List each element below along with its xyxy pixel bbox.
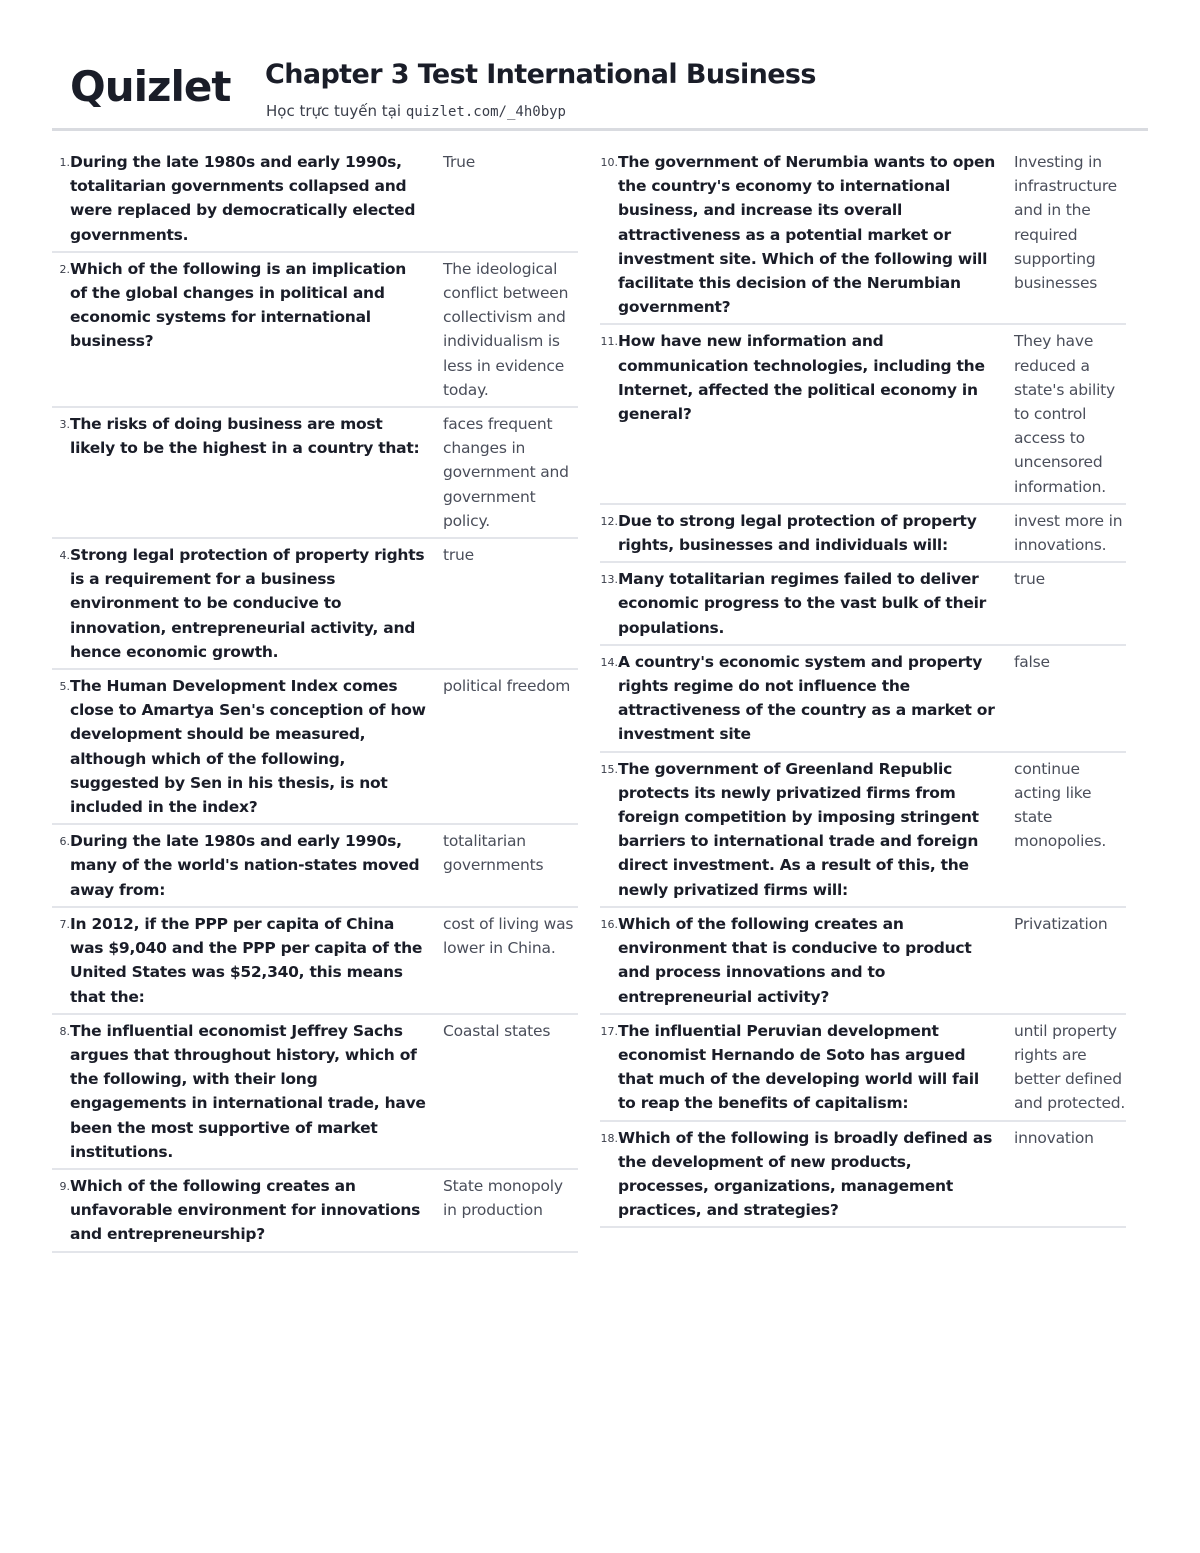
card-term: A country's economic system and property rights regime do not influence the attractiveness of the country as a market or investment site xyxy=(618,652,995,744)
card-definition: political freedom xyxy=(443,677,571,696)
card-definition: innovation xyxy=(1014,1128,1094,1147)
flashcard-row xyxy=(600,1122,1126,1229)
flashcard-row xyxy=(600,325,1126,504)
header-divider xyxy=(52,128,1148,131)
card-term: Which of the following creates an environment that is conducive to product and process innovations and to entrepreneurial activity? xyxy=(618,914,972,1006)
card-number: 16. xyxy=(600,917,618,931)
cards-column-left xyxy=(52,146,578,1253)
flashcard-row xyxy=(600,646,1126,753)
card-term: Which of the following creates an unfavorable environment for innovations and entrepreneurship? xyxy=(70,1176,421,1244)
study-url-link[interactable]: quizlet.com/_4h0byp xyxy=(405,104,566,120)
card-definition: totalitarian governments xyxy=(443,832,544,875)
card-definition: continue acting like state monopolies. xyxy=(1014,759,1107,851)
card-definition: They have reduced a state's ability to control access to uncensored information. xyxy=(1014,332,1116,496)
card-number: 10. xyxy=(600,156,618,169)
flashcard-row xyxy=(600,563,1126,646)
flashcard-row xyxy=(52,825,578,908)
flashcard-row xyxy=(52,146,578,253)
card-term: The government of Nerumbia wants to open the country's economy to international business, and increase its overall attractiveness as a potential market or investment site. Which of the following will facilitate this decision of the Nerumbian government? xyxy=(618,153,996,317)
card-number: 6. xyxy=(59,835,70,849)
card-definition: invest more in innovations. xyxy=(1014,511,1123,555)
page-title: Chapter 3 Test International Business xyxy=(265,59,816,90)
flashcard-row xyxy=(600,1015,1126,1122)
card-definition: cost of living was lower in China. xyxy=(443,914,574,958)
card-definition: Privatization xyxy=(1014,914,1108,933)
flashcard-row xyxy=(52,253,578,408)
card-number: 17. xyxy=(600,1024,618,1038)
card-definition: true xyxy=(1014,570,1046,589)
quizlet-logo: Quizlet xyxy=(70,62,231,111)
flashcard-row xyxy=(52,408,578,539)
page-header xyxy=(52,58,1148,130)
card-term: During the late 1980s and early 1990s, totalitarian governments collapsed and were replaced by democratically elected governments. xyxy=(70,153,416,244)
card-definition: faces frequent changes in government and government policy. xyxy=(443,415,569,530)
card-term: Which of the following is an implication of the global changes in political and economic systems for international business? xyxy=(70,259,407,351)
flashcard-row xyxy=(600,908,1126,1015)
card-definition: true xyxy=(443,546,475,565)
card-number: 2. xyxy=(59,262,70,276)
card-term: Which of the following is broadly defined as the development of new products, processes, organizations, management practices, and strategies? xyxy=(618,1128,993,1220)
card-definition: Investing in infrastructure and in the required supporting businesses xyxy=(1014,153,1117,293)
card-number: 4. xyxy=(59,549,70,563)
card-number: 18. xyxy=(600,1131,618,1145)
card-definition: Coastal states xyxy=(443,1021,551,1040)
flashcard-row xyxy=(52,908,578,1015)
card-definition: until property rights are better defined and protected. xyxy=(1014,1021,1126,1113)
card-number: 7. xyxy=(59,917,70,931)
card-term: Due to strong legal protection of property rights, businesses and individuals will: xyxy=(618,511,977,555)
card-number: 5. xyxy=(59,680,70,694)
card-number: 12. xyxy=(600,514,618,528)
card-number: 9. xyxy=(59,1179,70,1193)
study-link-line xyxy=(266,102,566,120)
card-term: The risks of doing business are most likely to be the highest in a country that: xyxy=(70,415,420,458)
card-term: Many totalitarian regimes failed to deliver economic progress to the vast bulk of their populations. xyxy=(618,570,987,637)
card-number: 3. xyxy=(59,418,70,432)
card-definition: State monopoly in production xyxy=(443,1176,563,1220)
card-number: 14. xyxy=(600,655,618,669)
study-prefix: Học trực tuyến tại xyxy=(266,102,402,120)
card-term: The government of Greenland Republic protects its newly privatized firms from foreign competition by imposing stringent barriers to international trade and foreign direct investment. As a result of this, the newly privatized firms will: xyxy=(618,759,979,899)
card-term: The influential economist Jeffrey Sachs argues that throughout history, which of the following, with their long engagements in international trade, have been the most supportive of market institutions. xyxy=(70,1021,426,1161)
flashcard-row xyxy=(600,505,1126,563)
card-definition: True xyxy=(443,153,476,171)
card-term: The influential Peruvian development economist Hernando de Soto has argued that much of the developing world will fail to reap the benefits of capitalism: xyxy=(618,1021,979,1113)
card-term: In 2012, if the PPP per capita of China was $9,040 and the PPP per capita of the United States was $52,340, this means that the: xyxy=(70,914,423,1006)
flashcard-row xyxy=(52,1170,578,1253)
card-number: 8. xyxy=(59,1024,70,1038)
flashcard-row xyxy=(600,146,1126,325)
flashcard-row xyxy=(52,539,578,670)
card-number: 13. xyxy=(600,573,618,587)
flashcard-row xyxy=(52,670,578,825)
cards-column-right xyxy=(600,146,1126,1228)
card-number: 15. xyxy=(600,762,618,776)
card-term: The Human Development Index comes close to Amartya Sen's conception of how development should be measured, although which of the following, suggested by Sen in his thesis, is not included in the index? xyxy=(70,677,426,817)
card-number: 1. xyxy=(59,156,70,169)
card-term: How have new information and communication technologies, including the Internet, affected the political economy in general? xyxy=(618,332,985,424)
card-number: 11. xyxy=(600,335,618,349)
flashcard-row xyxy=(52,1015,578,1170)
card-definition: The ideological conflict between collectivism and individualism is less in evidence today. xyxy=(443,259,569,399)
flashcard-row xyxy=(600,753,1126,908)
card-term: During the late 1980s and early 1990s, many of the world's nation-states moved away from: xyxy=(70,832,420,899)
card-term: Strong legal protection of property rights is a requirement for a business environment to be conducive to innovation, entrepreneurial activity, and hence economic growth. xyxy=(70,546,425,661)
card-definition: false xyxy=(1014,652,1050,671)
